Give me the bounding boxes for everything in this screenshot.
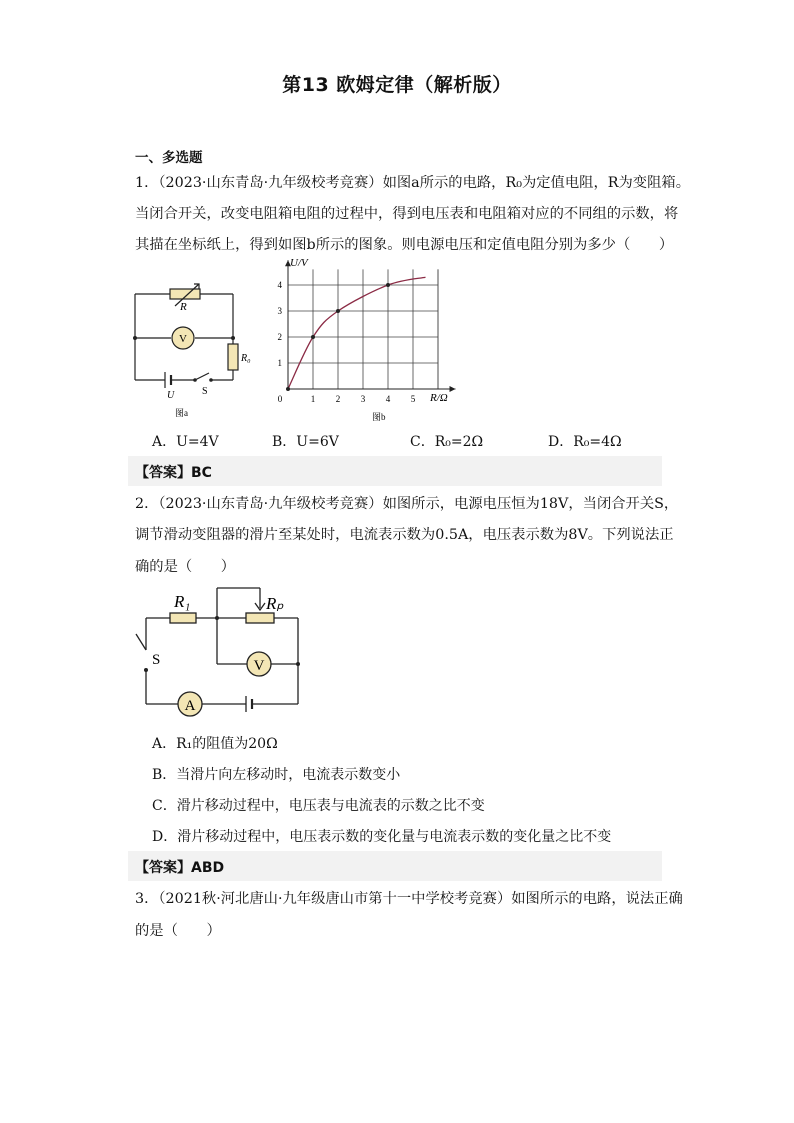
chart-series-line <box>288 277 426 389</box>
q1-fig-a-u-label: U <box>167 390 175 401</box>
q2-ammeter-label: A <box>184 698 196 714</box>
q2-rp-label: Rₚ <box>266 594 284 613</box>
x-tick-label: 0 <box>277 394 283 404</box>
q1-fig-a-r-label: R <box>180 301 187 313</box>
q3-line-1: 3．（2021秋·河北唐山·九年级唐山市第十一中学校考竞赛）如图所示的电路，说法正确 <box>135 891 683 907</box>
q1-fig-b-caption: 图b <box>372 412 386 422</box>
q1-answer: 【答案】BC <box>135 465 212 481</box>
q2-r1-label: R₁ <box>174 592 191 611</box>
chart-point <box>386 283 390 287</box>
voltmeter-label: V <box>179 333 187 345</box>
q1-option-c: C．R₀=2Ω <box>410 434 484 450</box>
y-tick-label: 2 <box>277 332 282 342</box>
x-tick-label: 2 <box>335 394 341 404</box>
section-heading: 一、多选题 <box>135 150 203 166</box>
x-axis-arrow <box>450 386 456 392</box>
y-tick-label: 3 <box>277 306 282 316</box>
q2-answer: 【答案】ABD <box>135 860 225 876</box>
chart-axes <box>285 260 456 392</box>
chart-x-label: R/Ω <box>430 392 448 404</box>
q2-line-3: 确的是（ ） <box>135 559 236 575</box>
chart-point <box>311 335 315 339</box>
q1-option-d: D．R₀=4Ω <box>548 434 622 450</box>
x-tick-label: 5 <box>410 394 416 404</box>
q3-line-2: 的是（ ） <box>135 923 221 939</box>
x-tick-label: 4 <box>385 394 391 404</box>
q1-fig-a-caption: 图a <box>175 408 188 418</box>
q2-option-d: D．滑片移动过程中，电压表示数的变化量与电流表示数的变化量之比不变 <box>152 829 612 845</box>
q2-option-a: A．R₁的阻值为20Ω <box>152 736 278 752</box>
q1-fig-a-r0-label: R₀ <box>241 353 251 364</box>
y-tick-label: 1 <box>277 358 282 368</box>
q1-option-b: B．U=6V <box>272 434 339 450</box>
q2-voltmeter-label: V <box>253 658 265 674</box>
q2-option-b: B．当滑片向左移动时，电流表示数变小 <box>152 767 401 783</box>
q2-circuit-figure <box>128 582 318 722</box>
q2-line-2: 调节滑动变阻器的滑片至某处时，电流表示数为0.5A，电压表示数为8V。下列说法正 <box>135 527 674 543</box>
q1-option-a: A．U=4V <box>152 434 219 450</box>
q1-graph-figure-b <box>268 252 458 424</box>
chart-point <box>286 387 290 391</box>
page-title: 第13 欧姆定律（解析版） <box>282 74 512 96</box>
chart-y-label: U/V <box>290 257 308 269</box>
chart-point <box>336 309 340 313</box>
q1-circuit-figure-a <box>125 270 255 420</box>
q1-line-1: 1．（2023·山东青岛·九年级校考竞赛）如图a所示的电路，R₀为定值电阻，R为变阻箱。 <box>135 175 690 191</box>
chart-tick-labels <box>278 280 416 404</box>
chart-grid <box>288 269 438 389</box>
q1-line-3: 其描在坐标纸上，得到如图b所示的图象。则电源电压和定值电阻分别为多少（ ） <box>135 237 674 253</box>
q2-line-1: 2．（2023·山东青岛·九年级校考竞赛）如图所示，电源电压恒为18V，当闭合开关S， <box>135 496 679 512</box>
y-tick-label: 4 <box>277 280 282 290</box>
q1-fig-a-switch-label: S <box>202 386 208 397</box>
x-tick-label: 1 <box>310 394 316 404</box>
q2-option-c: C．滑片移动过程中，电压表与电流表的示数之比不变 <box>152 798 485 814</box>
q1-line-2: 当闭合开关，改变电阻箱电阻的过程中，得到电压表和电阻箱对应的不同组的示数，将 <box>135 206 679 222</box>
q2-switch-label: S <box>152 652 161 668</box>
x-tick-label: 3 <box>360 394 366 404</box>
